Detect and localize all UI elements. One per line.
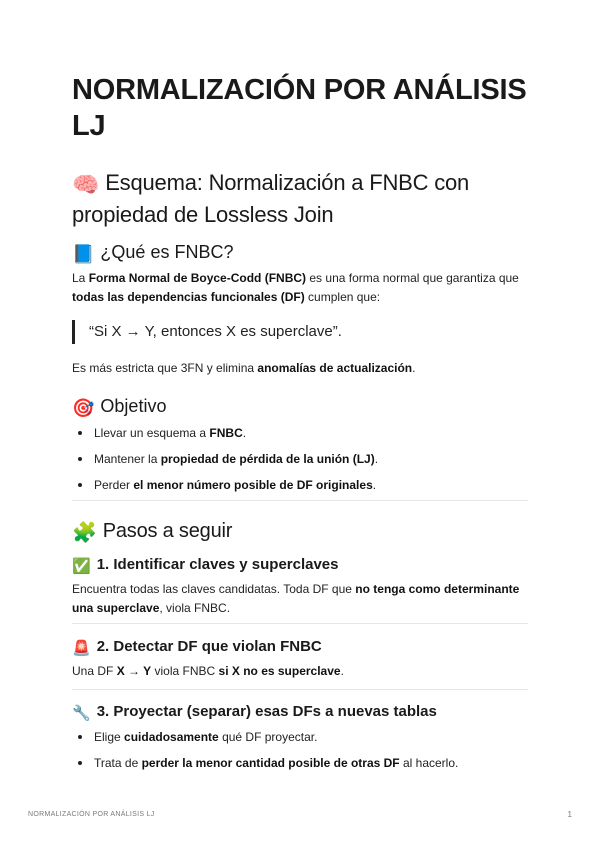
- list-item: Mantener la propiedad de pérdida de la unión (LJ).: [72, 450, 528, 468]
- paragraph-estricta: Es más estricta que 3FN y elimina anomalías de actualización.: [72, 361, 416, 375]
- brain-icon: 🧠: [72, 172, 100, 197]
- subheading-text: Objetivo: [100, 396, 167, 416]
- objetivo-list: [72, 424, 528, 502]
- subheading-objetivo: [72, 394, 166, 420]
- subheading-que-es-fnbc: [72, 240, 233, 266]
- section-heading-text: Esquema: Normalización a FNBC con propiedad de Lossless Join: [72, 170, 470, 227]
- page-title: NORMALIZACIÓN POR ANÁLISIS LJ: [72, 74, 527, 142]
- step-heading-text: 1. Identificar claves y superclaves: [96, 556, 339, 573]
- list-item: Llevar un esquema a FNBC.: [72, 424, 528, 442]
- list-item: Trata de perder la menor cantidad posible de otras DF al hacerlo.: [72, 754, 528, 772]
- step-2-paragraph: Una DF X → Y viola FNBC si X no es superclave.: [72, 664, 344, 678]
- divider: [72, 623, 528, 624]
- step-2-heading: [72, 637, 322, 659]
- blue-book-icon: 📘: [72, 244, 95, 264]
- wrench-icon: 🔧: [72, 705, 91, 722]
- step-heading-text: 3. Proyectar (separar) esas DFs a nuevas tablas: [96, 703, 437, 720]
- divider: [72, 500, 528, 501]
- paragraph-definicion: La Forma Normal de Boyce-Codd (FNBC) es una forma normal que garantiza que todas las dependencias funcionales (DF) cumplen que:: [72, 271, 519, 304]
- list-item: Elige cuidadosamente qué DF proyectar.: [72, 728, 528, 746]
- page-number: 1: [567, 810, 572, 819]
- footer-title: NORMALIZACIÓN POR ANÁLISIS LJ: [28, 811, 155, 818]
- step-1-paragraph: Encuentra todas las claves candidatas. Toda DF que no tenga como determinante una superclave, viola FNBC.: [72, 582, 520, 615]
- check-mark-icon: ✅: [72, 558, 91, 575]
- target-icon: 🎯: [72, 398, 95, 418]
- siren-icon: 🚨: [72, 640, 91, 657]
- step-3-heading: [72, 702, 437, 724]
- blockquote: “Si X → Y, entonces X es superclave”.: [72, 320, 519, 344]
- step-1-heading: [72, 555, 339, 577]
- section-heading-text: Pasos a seguir: [102, 520, 233, 542]
- subheading-text: ¿Qué es FNBC?: [100, 242, 234, 262]
- list-item: Perder el menor número posible de DF originales.: [72, 476, 528, 494]
- section-heading-pasos: [72, 516, 232, 548]
- section-heading-esquema: [72, 168, 528, 230]
- divider: [72, 689, 528, 690]
- step-heading-text: 2. Detectar DF que violan FNBC: [96, 638, 322, 655]
- step-3-list: [72, 728, 528, 780]
- puzzle-icon: 🧩: [72, 522, 97, 544]
